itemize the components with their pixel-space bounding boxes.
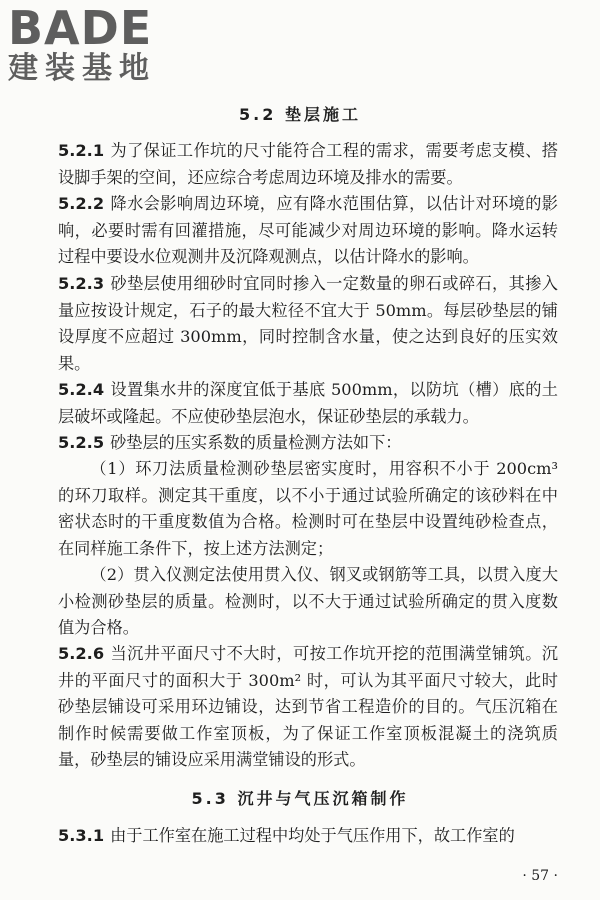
clause-5-2-5-method-2: （2）贯入仪测定法使用贯入仪、钢叉或钢筋等工具，以贯入度大小检测砂垫层的质量。检测时，以不大于通过试验所确定的贯入度数值为合格。: [58, 565, 558, 637]
logo-brand: BADE: [8, 1, 153, 55]
clause-5-2-3: [58, 271, 558, 377]
clause-text: 砂垫层的压实系数的质量检测方法如下：: [110, 433, 402, 452]
clause-number: 5.2.2: [58, 194, 105, 213]
bade-logo: [8, 1, 183, 86]
clause-5-2-1: [58, 138, 558, 191]
clause-number: 5.3.1: [58, 826, 105, 845]
clause-text: 由于工作室在施工过程中均处于气压作用下，故工作室的: [110, 826, 515, 845]
clause-5-2-2: [58, 191, 558, 271]
clause-number: 5.2.4: [58, 380, 105, 399]
clause-text: 当沉井平面尺寸不大时，可按工作坑开挖的范围满堂铺筑。沉井的平面尺寸的面积大于 300m² 时，可认为其平面尺寸较大，此时砂垫层铺设可采用环边铺设，达到节省工程造价的目的。气压沉箱在制作时候需要做工作室顶板，为了保证工作室顶板混凝土的浇筑质量，砂垫层的铺设应采用满堂铺设的形式。: [58, 644, 558, 769]
clause-text: 设置集水井的深度宜低于基底 500mm，以防坑（槽）底的土层破坏或隆起。不应使砂垫层泡水，保证砂垫层的承载力。: [58, 380, 558, 426]
clause-number: 5.2.6: [58, 644, 105, 663]
page-number: · 57 ·: [522, 868, 558, 884]
logo-subtitle: 建装基地: [8, 51, 156, 86]
clause-5-2-4: [58, 377, 558, 430]
clause-text: 降水会影响周边环境，应有降水范围估算，以估计对环境的影响，必要时需有回灌措施，尽可能减少对周边环境的影响。降水运转过程中要设水位观测井及沉降观测点，以估计降水的影响。: [58, 194, 558, 266]
clause-5-2-6: [58, 641, 558, 774]
clause-text: 为了保证工作坑的尺寸能符合工程的需求，需要考虑支模、搭设脚手架的空间，还应综合考虑周边环境及排水的需要。: [58, 141, 558, 187]
clause-text: 砂垫层使用细砂时宜同时掺入一定数量的卵石或碎石，其掺入量应按设计规定，石子的最大粒径不宜大于 50mm。每层砂垫层的铺设厚度不应超过 300mm，同时控制含水量，使之达到良好的压实效果。: [58, 274, 558, 373]
clause-5-3-1: [58, 823, 558, 850]
clause-number: 5.2.5: [58, 433, 105, 452]
clause-5-2-5-method-1: （1）环刀法质量检测砂垫层密实度时，用容积不小于 200cm³ 的环刀取样。测定其干重度，以不小于通过试验所确定的该砂料在中密状态时的干重度数值为合格。检测时可在垫层中设置纯砂检查点，在同样施工条件下，按上述方法测定；: [58, 459, 558, 558]
section-heading-5-3: 5.3 沉井与气压沉箱制作: [191, 789, 409, 808]
clause-5-2-5: [58, 430, 558, 457]
section-heading-5-2: 5.2 垫层施工: [239, 105, 361, 124]
clause-number: 5.2.1: [58, 141, 105, 160]
clause-number: 5.2.3: [58, 274, 105, 293]
